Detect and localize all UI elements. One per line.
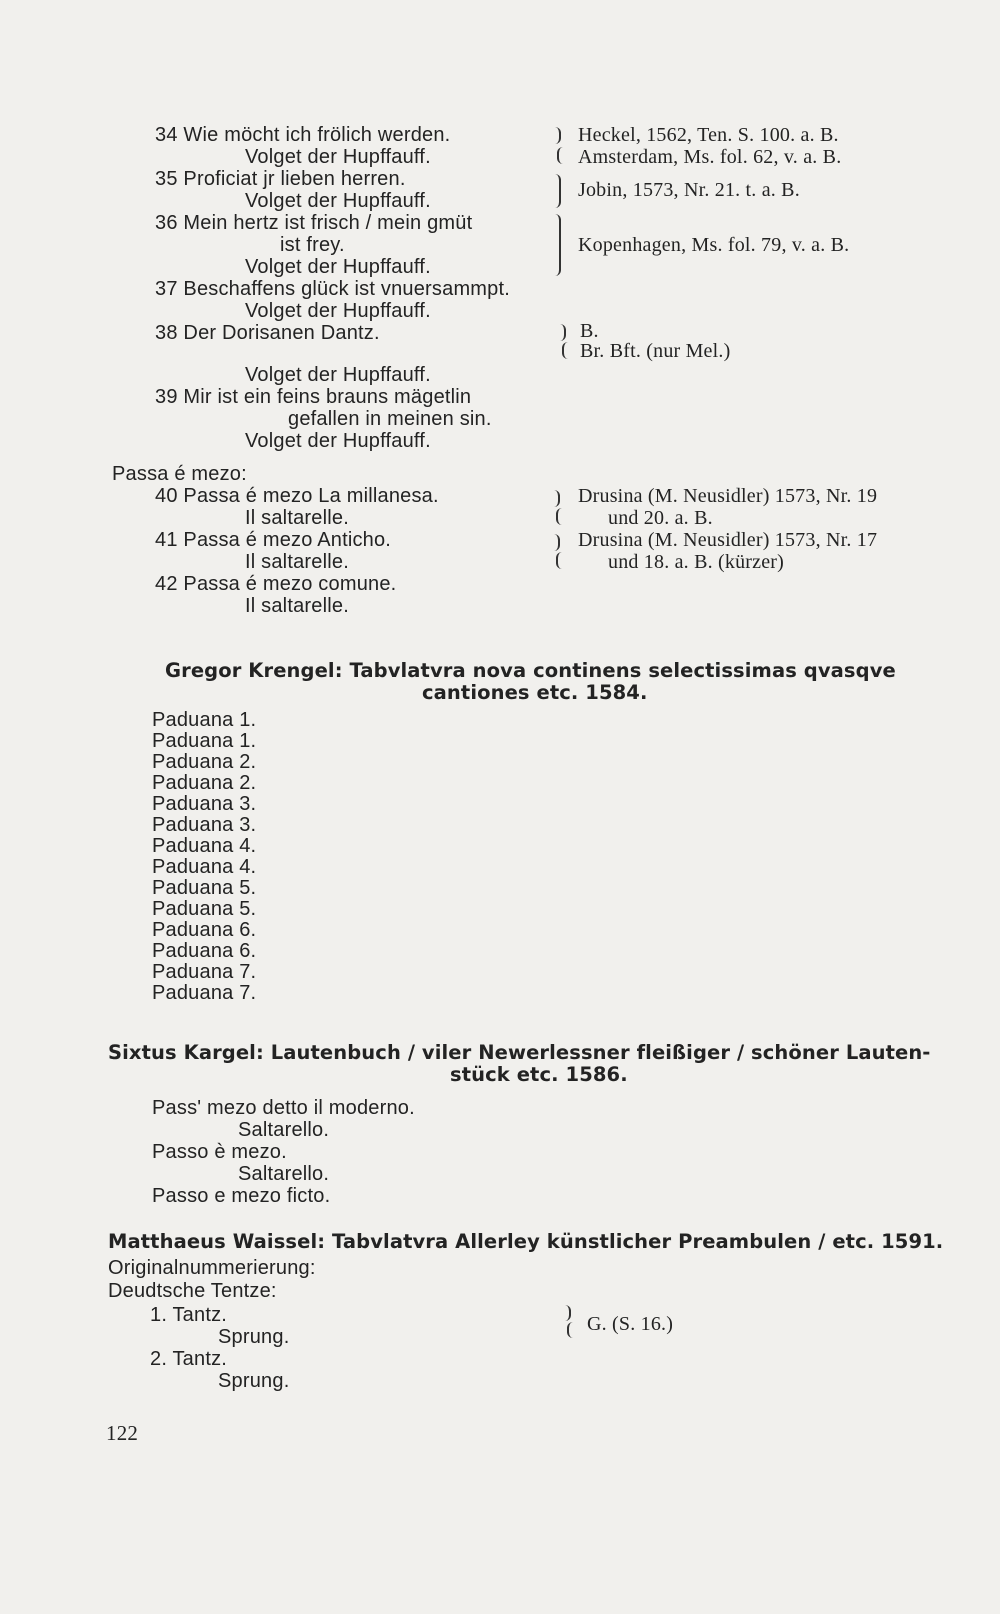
- list-item: Paduana 4.: [152, 835, 257, 857]
- brace-36: [553, 214, 561, 276]
- entry-35-sub: Volget der Hupffauff.: [245, 190, 431, 212]
- list-item: Paduana 4.: [152, 856, 257, 878]
- brace-waissel-top: [563, 1305, 571, 1321]
- brace-34-bottom: [557, 147, 565, 164]
- entry-39-title-cont: gefallen in meinen sin.: [288, 408, 492, 430]
- list-item: 1. Tantz.: [150, 1304, 228, 1326]
- source-drusina-2: Drusina (M. Neusidler) 1573, Nr. 17: [578, 529, 878, 551]
- source-heckel: Heckel, 1562, Ten. S. 100. a. B.: [578, 124, 839, 146]
- entry-36-sub: Volget der Hupffauff.: [245, 256, 431, 278]
- passa-heading: Passa é mezo:: [112, 463, 247, 485]
- entry-41-title: 41 Passa é mezo Anticho.: [155, 529, 392, 551]
- list-item: Paduana 1.: [152, 709, 257, 731]
- list-item: 2. Tantz.: [150, 1348, 228, 1370]
- kargel-heading: Sixtus Kargel: Lautenbuch / viler Newerlessner fleißiger / schöner Lauten-: [108, 1041, 931, 1064]
- source-b: B.: [580, 320, 599, 342]
- list-item: Paduana 5.: [152, 898, 257, 920]
- entry-35-title: 35 Proficiat jr lieben herren.: [155, 168, 406, 190]
- brace-38-bottom: [562, 342, 570, 359]
- entry-39-title: 39 Mir ist ein feins brauns mägetlin: [155, 386, 472, 408]
- brace-35: [553, 174, 561, 208]
- source-amsterdam: Amsterdam, Ms. fol. 62, v. a. B.: [578, 146, 842, 168]
- brace-41-bottom: [556, 552, 564, 569]
- entry-40-title: 40 Passa é mezo La millanesa.: [155, 485, 439, 507]
- list-item: Passo è mezo.: [152, 1141, 287, 1163]
- list-item: Paduana 2.: [152, 751, 257, 773]
- source-drusina-1-cont: und 20. a. B.: [608, 507, 713, 529]
- krengel-heading: Gregor Krengel: Tabvlatvra nova continens selectissimas qvasqve: [165, 659, 896, 682]
- list-item: Pass' mezo detto il moderno.: [152, 1097, 415, 1119]
- source-jobin: Jobin, 1573, Nr. 21. t. a. B.: [578, 179, 800, 201]
- entry-37-sub: Volget der Hupffauff.: [245, 300, 431, 322]
- entry-40-sub: Il saltarelle.: [245, 507, 349, 529]
- brace-41-top: [552, 534, 560, 551]
- waissel-heading: Matthaeus Waissel: Tabvlatvra Allerley künstlicher Preambulen / etc. 1591.: [108, 1230, 944, 1253]
- list-item: Paduana 1.: [152, 730, 257, 752]
- entry-36-title-cont: ist frey.: [280, 234, 345, 256]
- krengel-heading-cont: cantiones etc. 1584.: [422, 681, 648, 704]
- entry-38-title: 38 Der Dorisanen Dantz.: [155, 322, 380, 344]
- entry-39-sub: Volget der Hupffauff.: [245, 430, 431, 452]
- waissel-note-numbering: Originalnummerierung:: [108, 1257, 316, 1279]
- brace-40-bottom: [556, 508, 564, 525]
- list-item: Saltarello.: [238, 1119, 330, 1141]
- brace-waissel-bottom: [567, 1322, 575, 1338]
- kargel-heading-cont: stück etc. 1586.: [450, 1063, 628, 1086]
- list-item: Paduana 7.: [152, 982, 257, 1004]
- list-item: Paduana 3.: [152, 793, 257, 815]
- entry-42-sub: Il saltarelle.: [245, 595, 349, 617]
- source-kopenhagen: Kopenhagen, Ms. fol. 79, v. a. B.: [578, 234, 850, 256]
- brace-38-top: [558, 324, 566, 341]
- entry-36-title: 36 Mein hertz ist frisch / mein gmüt: [155, 212, 473, 234]
- source-drusina-2-cont: und 18. a. B. (kürzer): [608, 551, 785, 573]
- list-item: Passo e mezo ficto.: [152, 1185, 331, 1207]
- list-item: Paduana 2.: [152, 772, 257, 794]
- list-item: Paduana 6.: [152, 919, 257, 941]
- waissel-note-tentze: Deudtsche Tentze:: [108, 1280, 277, 1302]
- list-item: Sprung.: [218, 1370, 290, 1392]
- list-item: Paduana 7.: [152, 961, 257, 983]
- list-item: Sprung.: [218, 1326, 290, 1348]
- brace-34-top: [553, 127, 561, 144]
- entry-34-title: 34 Wie möcht ich frölich werden.: [155, 124, 451, 146]
- entry-38-sub: Volget der Hupffauff.: [245, 364, 431, 386]
- list-item: Paduana 3.: [152, 814, 257, 836]
- list-item: Paduana 5.: [152, 877, 257, 899]
- brace-40-top: [552, 490, 560, 507]
- source-br-bft: Br. Bft. (nur Mel.): [580, 340, 731, 362]
- entry-41-sub: Il saltarelle.: [245, 551, 349, 573]
- entry-34-sub: Volget der Hupffauff.: [245, 146, 431, 168]
- entry-42-title: 42 Passa é mezo comune.: [155, 573, 397, 595]
- page-number: 122: [106, 1421, 139, 1445]
- entry-37-title: 37 Beschaffens glück ist vnuersammpt.: [155, 278, 510, 300]
- source-drusina-1: Drusina (M. Neusidler) 1573, Nr. 19: [578, 485, 878, 507]
- source-g: G. (S. 16.): [587, 1313, 674, 1335]
- list-item: Saltarello.: [238, 1163, 330, 1185]
- list-item: Paduana 6.: [152, 940, 257, 962]
